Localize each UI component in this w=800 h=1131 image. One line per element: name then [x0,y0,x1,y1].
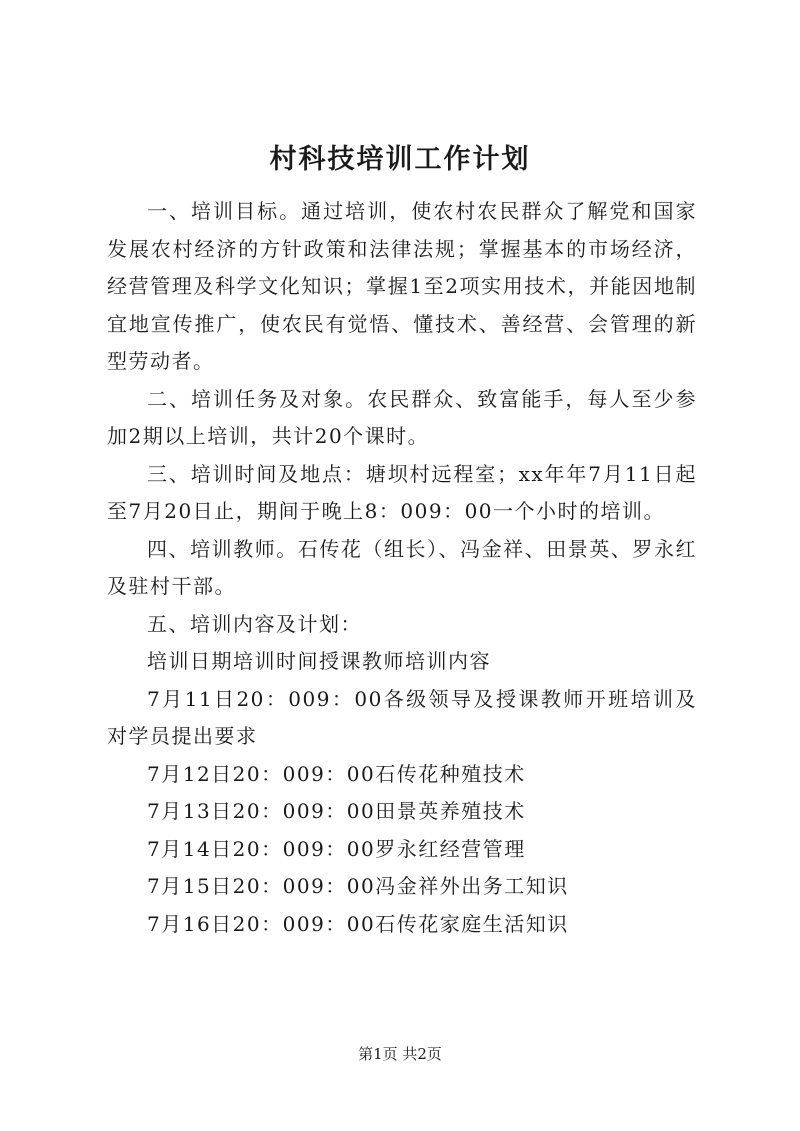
document-title: 村科技培训工作计划 [269,144,531,175]
document-body [107,193,697,943]
schedule-item: 7月12日20：009：00石传花种殖技术 [147,761,526,786]
paragraph-training-teachers: 四、培训教师。石传花（组长）、冯金祥、田景英、罗永红及驻村干部。 [107,536,697,598]
schedule-item: 7月11日20：009：00各级领导及授课教师开班培训及对学员提出要求 [107,686,697,748]
schedule-item: 7月13日20：009：00田景英养殖技术 [147,799,526,823]
paragraph-training-content-heading: 五、培训内容及计划： [147,611,362,636]
schedule-item: 7月14日20：009：00罗永红经营管理 [147,836,526,861]
paragraph-training-goals: 一、培训目标。通过培训，使农村农民群众了解党和国家发展农村经济的方针政策和法律法规；掌握基本的市场经济，经营管理及科学文化知识；掌握1至2项实用技术，并能因地制宜地宣传推广，使农民有觉悟、懂技术、善经营、会管理的新型劳动者。 [107,199,697,373]
schedule-item: 7月16日20：009：00石传花家庭生活知识 [147,911,569,936]
page-number-footer: 第1页 共2页 [358,1045,442,1063]
schedule-header: 培训日期培训时间授课教师培训内容 [147,649,491,673]
paragraph-training-time-place: 三、培训时间及地点：塘坝村远程室；xx年年7月11日起至7月20日止，期间于晚上8：009：00一个小时的培训。 [107,461,697,523]
schedule-item: 7月15日20：009：00冯金祥外出务工知识 [147,874,569,898]
paragraph-training-tasks: 二、培训任务及对象。农民群众、致富能手，每人至少参加2期以上培训，共计20个课时。 [107,386,697,448]
